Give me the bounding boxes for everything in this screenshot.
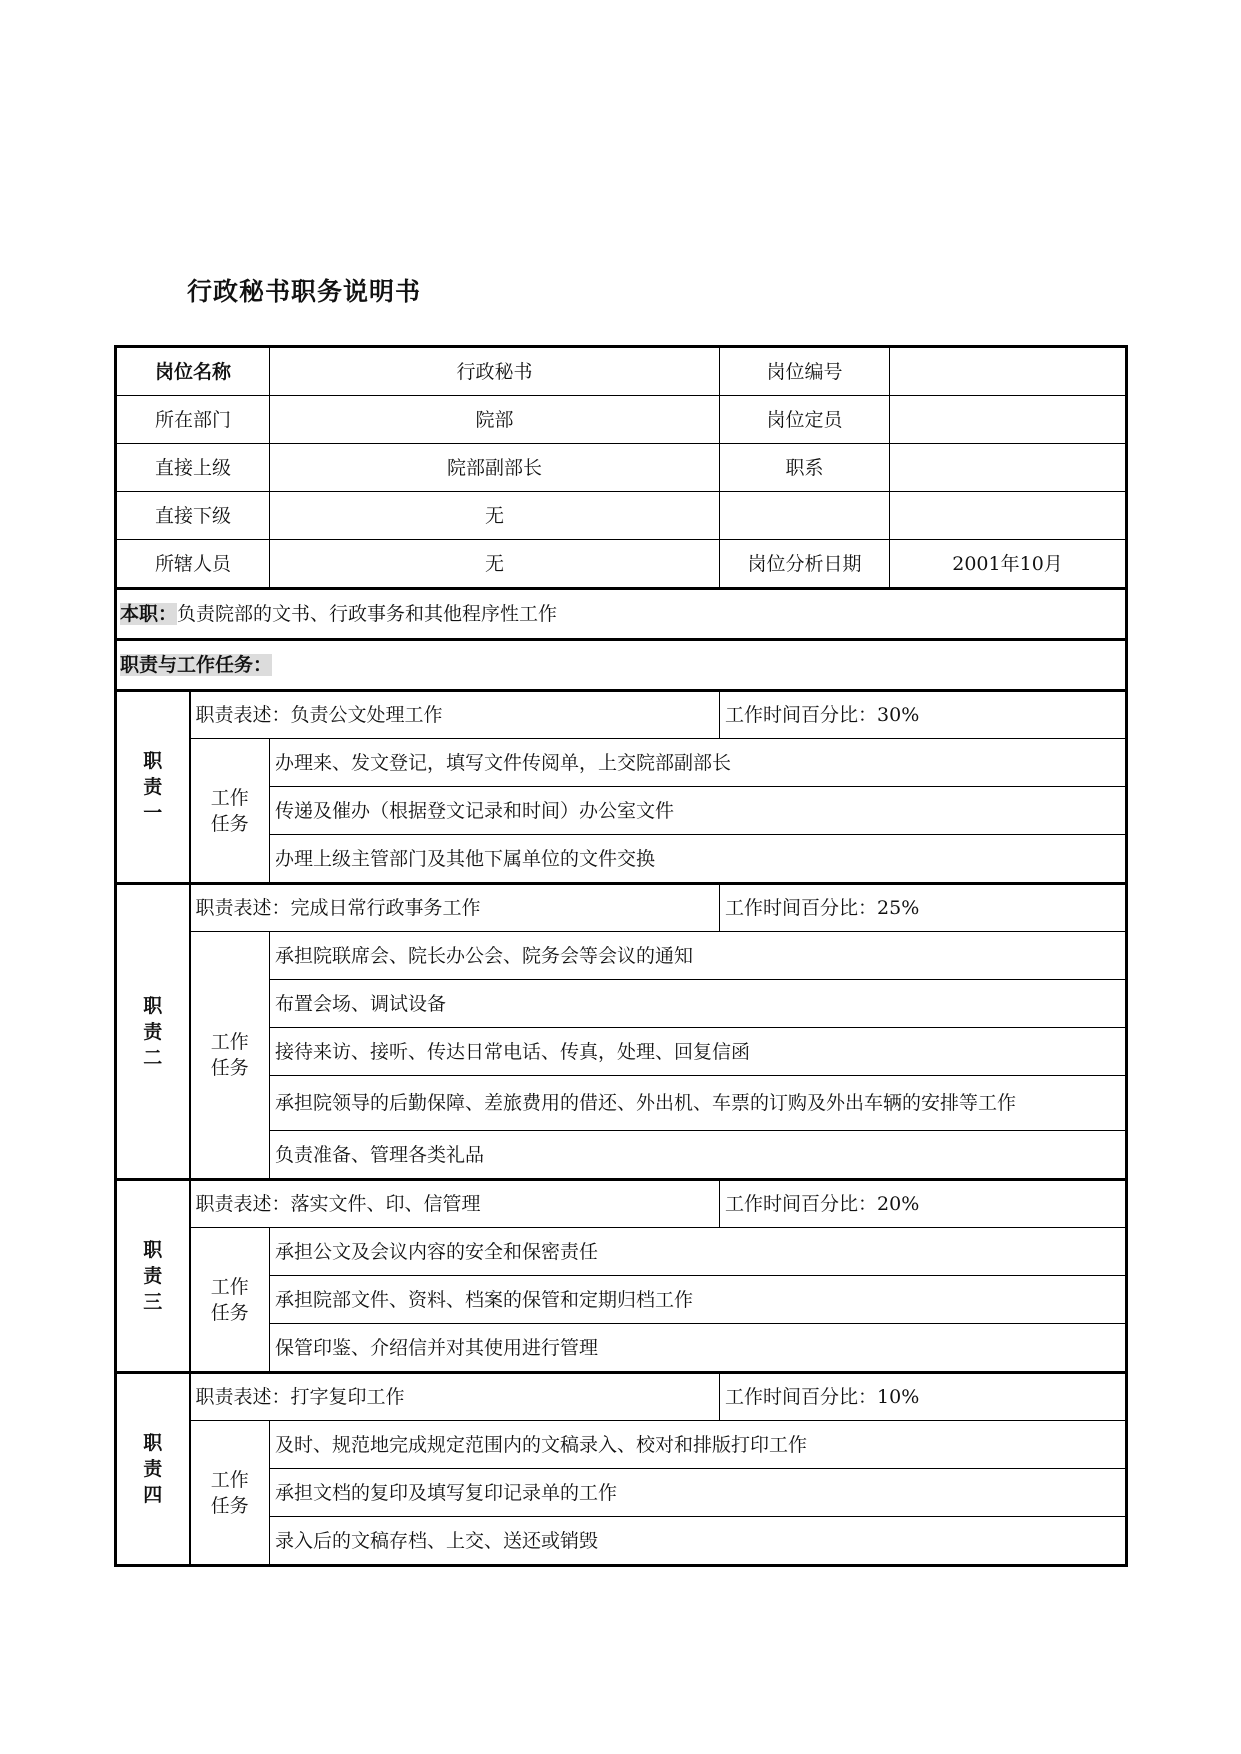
position-code-label: 岗位编号 xyxy=(720,347,890,396)
duty-four-desc-row xyxy=(116,1373,1127,1421)
duty-one-label-char: 一 xyxy=(143,802,163,824)
duty-summary-cell xyxy=(116,589,1127,640)
duty-two-desc-row xyxy=(116,884,1127,932)
duty-three-label-char: 责 xyxy=(143,1265,163,1287)
staff-value: 无 xyxy=(270,540,720,589)
task-label-line-1: 工作 xyxy=(210,786,249,809)
duty-three-desc-row xyxy=(116,1180,1127,1228)
subordinate-label: 直接下级 xyxy=(116,492,270,540)
duty-one-description: 职责表述：负责公文处理工作 xyxy=(190,691,720,739)
duty-two-label-char: 职 xyxy=(143,994,163,1017)
headcount-value xyxy=(890,396,1127,444)
duty-one-label xyxy=(116,691,190,884)
task-label-line-2: 任务 xyxy=(210,1494,249,1517)
duty-summary-label: 本职： xyxy=(120,603,178,625)
duty-one-task-1: 办理来、发文登记，填写文件传阅单，上交院部副部长 xyxy=(270,739,1127,787)
department-value: 院部 xyxy=(270,396,720,444)
department-label: 所在部门 xyxy=(116,396,270,444)
duty-one-label-char: 职 xyxy=(143,750,163,772)
duty-one-time-percent: 工作时间百分比：30% xyxy=(720,691,1127,739)
task-label-line-1: 工作 xyxy=(210,1468,249,1491)
duty-two-task-label xyxy=(190,932,270,1180)
duty-two-description: 职责表述：完成日常行政事务工作 xyxy=(190,884,720,932)
duty-three-task-3: 保管印鉴、介绍信并对其使用进行管理 xyxy=(270,1324,1127,1373)
duty-one-desc-row xyxy=(116,691,1127,739)
blank-label-cell xyxy=(720,492,890,540)
duty-three-label-char: 三 xyxy=(143,1291,163,1313)
duty-two-task-3: 接待来访、接听、传达日常电话、传真，处理、回复信函 xyxy=(270,1028,1127,1076)
info-row-subordinate xyxy=(116,492,1127,540)
subordinate-value: 无 xyxy=(270,492,720,540)
duty-four-label-char: 四 xyxy=(143,1484,163,1506)
duty-four-description: 职责表述：打字复印工作 xyxy=(190,1373,720,1421)
duty-four-label xyxy=(116,1373,190,1566)
duty-summary-text: 负责院部的文书、行政事务和其他程序性工作 xyxy=(177,603,558,625)
analysis-date-value: 2001年10月 xyxy=(890,540,1127,589)
duty-four-label-char: 职 xyxy=(143,1432,163,1454)
duty-four-task-2: 承担文档的复印及填写复印记录单的工作 xyxy=(270,1469,1127,1517)
duty-two-task-1: 承担院联席会、院长办公会、院务会等会议的通知 xyxy=(270,932,1127,980)
info-row-staff xyxy=(116,540,1127,589)
job-family-label: 职系 xyxy=(720,444,890,492)
responsibilities-heading-cell xyxy=(116,640,1127,691)
duty-two-label xyxy=(116,884,190,1180)
duty-two-time-percent: 工作时间百分比：25% xyxy=(720,884,1127,932)
duty-four-time-percent: 工作时间百分比：10% xyxy=(720,1373,1127,1421)
duty-two-task-row xyxy=(116,932,1127,980)
duty-summary-row xyxy=(116,589,1127,640)
task-label-line-2: 任务 xyxy=(210,1301,249,1324)
duty-two-label-char: 责 xyxy=(143,1020,163,1043)
responsibilities-body xyxy=(116,691,1127,1566)
duty-four-task-3: 录入后的文稿存档、上交、送还或销毁 xyxy=(270,1517,1127,1566)
duty-one-task-3: 办理上级主管部门及其他下属单位的文件交换 xyxy=(270,835,1127,884)
duty-four-task-row xyxy=(116,1421,1127,1469)
job-description-table xyxy=(114,345,1128,1567)
headcount-label: 岗位定员 xyxy=(720,396,890,444)
responsibilities-heading-row xyxy=(116,640,1127,691)
duty-two-task-4: 承担院领导的后勤保障、差旅费用的借还、外出机、车票的订购及外出车辆的安排等工作 xyxy=(270,1076,1127,1131)
task-label-line-1: 工作 xyxy=(210,1031,249,1053)
duty-one-task-row xyxy=(116,739,1127,787)
position-name-value: 行政秘书 xyxy=(270,347,720,396)
blank-value-cell xyxy=(890,492,1127,540)
duty-four-task-1: 及时、规范地完成规定范围内的文稿录入、校对和排版打印工作 xyxy=(270,1421,1127,1469)
info-row-department xyxy=(116,396,1127,444)
position-code-value xyxy=(890,347,1127,396)
duty-three-label-char: 职 xyxy=(143,1239,163,1261)
info-row-supervisor xyxy=(116,444,1127,492)
duty-three-time-percent: 工作时间百分比：20% xyxy=(720,1180,1127,1228)
duty-three-task-label xyxy=(190,1228,270,1373)
duty-three-task-1: 承担公文及会议内容的安全和保密责任 xyxy=(270,1228,1127,1276)
staff-label: 所辖人员 xyxy=(116,540,270,589)
duty-one-task-label xyxy=(190,739,270,884)
responsibilities-heading: 职责与工作任务： xyxy=(120,654,273,676)
task-label-line-2: 任务 xyxy=(210,812,249,835)
position-name-label: 岗位名称 xyxy=(116,347,270,396)
job-family-value xyxy=(890,444,1127,492)
duty-three-task-row xyxy=(116,1228,1127,1276)
duty-two-task-2: 布置会场、调试设备 xyxy=(270,980,1127,1028)
duty-three-task-2: 承担院部文件、资料、档案的保管和定期归档工作 xyxy=(270,1276,1127,1324)
document-title: 行政秘书职务说明书 xyxy=(187,277,422,306)
supervisor-label: 直接上级 xyxy=(116,444,270,492)
info-row-position xyxy=(116,347,1127,396)
duty-three-label xyxy=(116,1180,190,1373)
duty-two-label-char: 二 xyxy=(143,1046,163,1069)
duty-three-description: 职责表述：落实文件、印、信管理 xyxy=(190,1180,720,1228)
task-label-line-1: 工作 xyxy=(210,1275,249,1298)
duty-one-task-2: 传递及催办（根据登文记录和时间）办公室文件 xyxy=(270,787,1127,835)
task-label-line-2: 任务 xyxy=(210,1057,249,1079)
duty-four-label-char: 责 xyxy=(143,1458,163,1480)
duty-four-task-label xyxy=(190,1421,270,1566)
duty-two-task-5: 负责准备、管理各类礼品 xyxy=(270,1131,1127,1180)
supervisor-value: 院部副部长 xyxy=(270,444,720,492)
duty-one-label-char: 责 xyxy=(143,776,163,798)
analysis-date-label: 岗位分析日期 xyxy=(720,540,890,589)
